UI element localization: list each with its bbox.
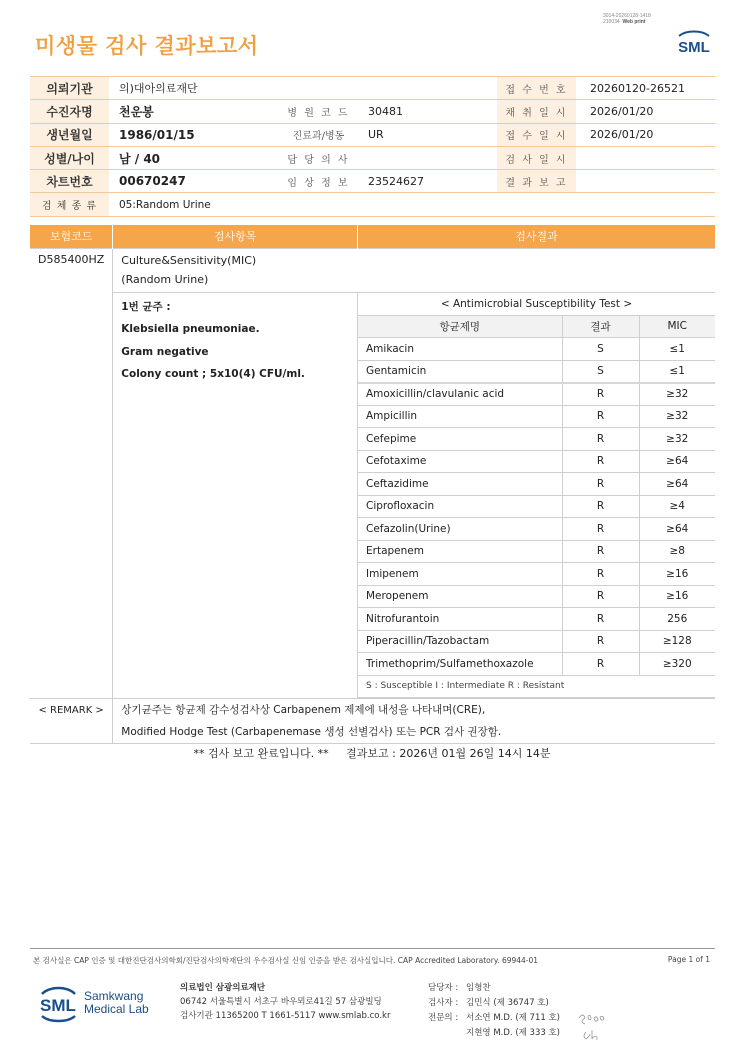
ast-result: R xyxy=(562,450,639,473)
staff-role: 검사자 : xyxy=(428,998,459,1008)
col-insurance-code: 보험코드 xyxy=(30,225,113,248)
test-name xyxy=(113,248,715,292)
ast-header-result: 결과 xyxy=(562,315,639,338)
remark-text xyxy=(113,699,715,744)
footer-address xyxy=(180,981,390,1023)
ast-drug: Trimethoprim/Sulfamethoxazole xyxy=(358,653,562,676)
contact: 검사기관 11365200 T 1661-5117 www.smlab.co.kr xyxy=(180,1011,391,1021)
col-test-item: 검사항목 xyxy=(113,225,358,248)
ast-drug: Ceftazidime xyxy=(358,473,562,496)
ast-row xyxy=(358,518,715,541)
patient-info-row xyxy=(30,77,715,100)
remark-label: < REMARK > xyxy=(30,699,113,744)
ast-drug: Ciprofloxacin xyxy=(358,495,562,518)
info-value: 천운봉 xyxy=(109,100,279,123)
ast-drug: Amoxicillin/clavulanic acid xyxy=(358,383,562,406)
ast-row xyxy=(358,563,715,586)
specimen-value: 05:Random Urine xyxy=(109,193,715,216)
ast-result: R xyxy=(562,540,639,563)
patient-info-row xyxy=(30,146,715,169)
svg-text:SML: SML xyxy=(40,996,76,1015)
info-label: 접 수 일 시 xyxy=(497,123,576,146)
ast-mic: ≥16 xyxy=(639,585,715,608)
ast-mic: 256 xyxy=(639,608,715,631)
info-value xyxy=(576,146,715,169)
info-label: 검 사 일 시 xyxy=(497,146,576,169)
staff-name: 서소연 M.D. (제 711 호) xyxy=(466,1013,561,1023)
ast-mic: ≥32 xyxy=(639,428,715,451)
remark-line2: Modified Hodge Test (Carbapenemase 생성 선별검사) 또는 PCR 검사 권장함. xyxy=(121,726,502,738)
info-label: 의뢰기관 xyxy=(30,77,109,100)
ast-result: S xyxy=(562,360,639,383)
info-label: 병 원 코 드 xyxy=(279,100,358,123)
ast-legend: S : Susceptible I : Intermediate R : Resistant xyxy=(358,675,715,698)
ast-mic: ≥128 xyxy=(639,630,715,653)
ast-row xyxy=(358,653,715,676)
insurance-code: D585400HZ xyxy=(30,248,113,699)
ast-drug: Nitrofurantoin xyxy=(358,608,562,631)
ast-drug: Piperacillin/Tazobactam xyxy=(358,630,562,653)
ast-result: R xyxy=(562,473,639,496)
web-print-label: Web print xyxy=(622,19,646,25)
organism-count: Colony count ; 5x10(4) CFU/ml. xyxy=(121,368,305,380)
ast-result: R xyxy=(562,428,639,451)
footer-staff xyxy=(428,981,560,1041)
ast-row xyxy=(358,405,715,428)
info-value: 20260120-26521 xyxy=(576,77,715,100)
info-label: 성별/나이 xyxy=(30,146,109,169)
remark-line1: 상기균주는 항균제 감수성검사상 Carbapenem 제제에 내성을 나타내며(CRE), xyxy=(121,704,486,716)
info-value: UR xyxy=(358,123,497,146)
staff-role: 전문의 : xyxy=(428,1013,459,1023)
patient-info-row xyxy=(30,170,715,193)
report-code-line1: 3014-20260128-1418 xyxy=(603,13,651,19)
specimen-row xyxy=(30,193,715,216)
ast-drug: Cefepime xyxy=(358,428,562,451)
info-value xyxy=(576,170,715,193)
info-label xyxy=(279,77,358,100)
ast-result: R xyxy=(562,495,639,518)
ast-row xyxy=(358,360,715,383)
test-name-line2: (Random Urine) xyxy=(121,273,209,286)
address: 06742 서울특별시 서초구 바우뫼로41길 57 삼광빌딩 xyxy=(180,997,382,1007)
svg-text:SML: SML xyxy=(678,39,710,56)
info-label: 진료과/병동 xyxy=(279,123,358,146)
ast-mic: ≥16 xyxy=(639,563,715,586)
ast-row xyxy=(358,608,715,631)
staff-name: 임형찬 xyxy=(466,983,491,993)
staff-name: 지현영 M.D. (제 333 호) xyxy=(466,1028,561,1038)
accreditation-note: 본 검사실은 CAP 인증 및 대한진단검사의학회/진단검사의학재단의 우수검사실 신임 인증을 받은 검사실입니다. CAP Accredited Laboratory. 69944-01 xyxy=(33,956,539,965)
organism-info xyxy=(113,292,358,699)
page-number: Page 1 of 1 xyxy=(667,955,710,964)
info-label: 결 과 보 고 xyxy=(497,170,576,193)
report-title: 미생물 검사 결과보고서 xyxy=(35,34,259,58)
info-value: 1986/01/15 xyxy=(109,123,279,146)
ast-row xyxy=(358,428,715,451)
ast-drug: Gentamicin xyxy=(358,360,562,383)
info-value xyxy=(358,77,497,100)
organism-title: 1번 균주 : xyxy=(121,300,171,313)
ast-drug: Meropenem xyxy=(358,585,562,608)
ast-header-drug: 항균제명 xyxy=(358,315,562,338)
staff-role: 담당자 : xyxy=(428,983,459,993)
signature-image xyxy=(576,1008,610,1042)
ast-row xyxy=(358,630,715,653)
corp-name: 의료법인 삼광의료재단 xyxy=(180,983,266,993)
ast-mic: ≥320 xyxy=(639,653,715,676)
sml-logo-icon xyxy=(673,26,715,60)
ast-row xyxy=(358,540,715,563)
info-value: 30481 xyxy=(358,100,497,123)
ast-drug: Imipenem xyxy=(358,563,562,586)
ast-result: R xyxy=(562,653,639,676)
info-value: 남 / 40 xyxy=(109,146,279,169)
ast-result: R xyxy=(562,585,639,608)
ast-mic: ≥64 xyxy=(639,473,715,496)
info-label: 생년월일 xyxy=(30,123,109,146)
ast-mic: ≥32 xyxy=(639,405,715,428)
ast-result: R xyxy=(562,608,639,631)
info-value: 2026/01/20 xyxy=(576,123,715,146)
ast-table xyxy=(358,293,715,699)
info-value: 00670247 xyxy=(109,170,279,193)
ast-drug: Ampicillin xyxy=(358,405,562,428)
ast-mic: ≥8 xyxy=(639,540,715,563)
info-label: 차트번호 xyxy=(30,170,109,193)
ast-result: R xyxy=(562,383,639,406)
ast-result: R xyxy=(562,405,639,428)
ast-drug: Cefazolin(Urine) xyxy=(358,518,562,541)
footer-divider xyxy=(30,948,715,949)
info-value: 2026/01/20 xyxy=(576,100,715,123)
info-value: 23524627 xyxy=(358,170,497,193)
footer-brand xyxy=(84,990,149,1016)
col-test-result: 검사결과 xyxy=(358,225,716,248)
ast-mic: ≤1 xyxy=(639,360,715,383)
info-label: 수진자명 xyxy=(30,100,109,123)
ast-drug: Ertapenem xyxy=(358,540,562,563)
specimen-label: 검 체 종 류 xyxy=(30,193,109,216)
ast-row xyxy=(358,585,715,608)
sml-footer-logo-icon xyxy=(36,980,81,1026)
info-value: 의)대아의료재단 xyxy=(109,77,279,100)
ast-row xyxy=(358,473,715,496)
ast-result: R xyxy=(562,563,639,586)
ast-row xyxy=(358,450,715,473)
ast-row xyxy=(358,495,715,518)
info-label: 담 당 의 사 xyxy=(279,146,358,169)
organism-gram: Gram negative xyxy=(121,345,209,358)
ast-result: R xyxy=(562,630,639,653)
info-value xyxy=(358,146,497,169)
ast-drug: Amikacin xyxy=(358,338,562,361)
ast-mic: ≥64 xyxy=(639,450,715,473)
patient-info-row xyxy=(30,123,715,146)
test-name-line1: Culture&Sensitivity(MIC) xyxy=(121,254,257,267)
info-label: 임 상 정 보 xyxy=(279,170,358,193)
ast-result: R xyxy=(562,518,639,541)
ast-title: < Antimicrobial Susceptibility Test > xyxy=(358,293,715,316)
staff-name: 김민식 (제 36747 호) xyxy=(466,998,549,1008)
ast-mic: ≥32 xyxy=(639,383,715,406)
ast-mic: ≤1 xyxy=(639,338,715,361)
info-label: 채 취 일 시 xyxy=(497,100,576,123)
patient-info-row xyxy=(30,100,715,123)
patient-info-table xyxy=(30,76,715,217)
report-code-line2: 210034 xyxy=(603,19,620,25)
brand-line1: Samkwang xyxy=(84,989,144,1003)
ast-row xyxy=(358,338,715,361)
completion-notice: ** 검사 보고 완료입니다. ** 결과보고 : 2026년 01월 26일 14시 14분 xyxy=(193,747,551,760)
ast-result: S xyxy=(562,338,639,361)
ast-header-mic: MIC xyxy=(639,315,715,338)
brand-line2: Medical Lab xyxy=(84,1002,149,1016)
organism-name: Klebsiella pneumoniae. xyxy=(121,323,260,335)
results-table xyxy=(30,225,715,744)
info-label: 접 수 번 호 xyxy=(497,77,576,100)
report-code xyxy=(603,13,651,25)
ast-mic: ≥64 xyxy=(639,518,715,541)
ast-mic: ≥4 xyxy=(639,495,715,518)
ast-row xyxy=(358,383,715,406)
ast-drug: Cefotaxime xyxy=(358,450,562,473)
